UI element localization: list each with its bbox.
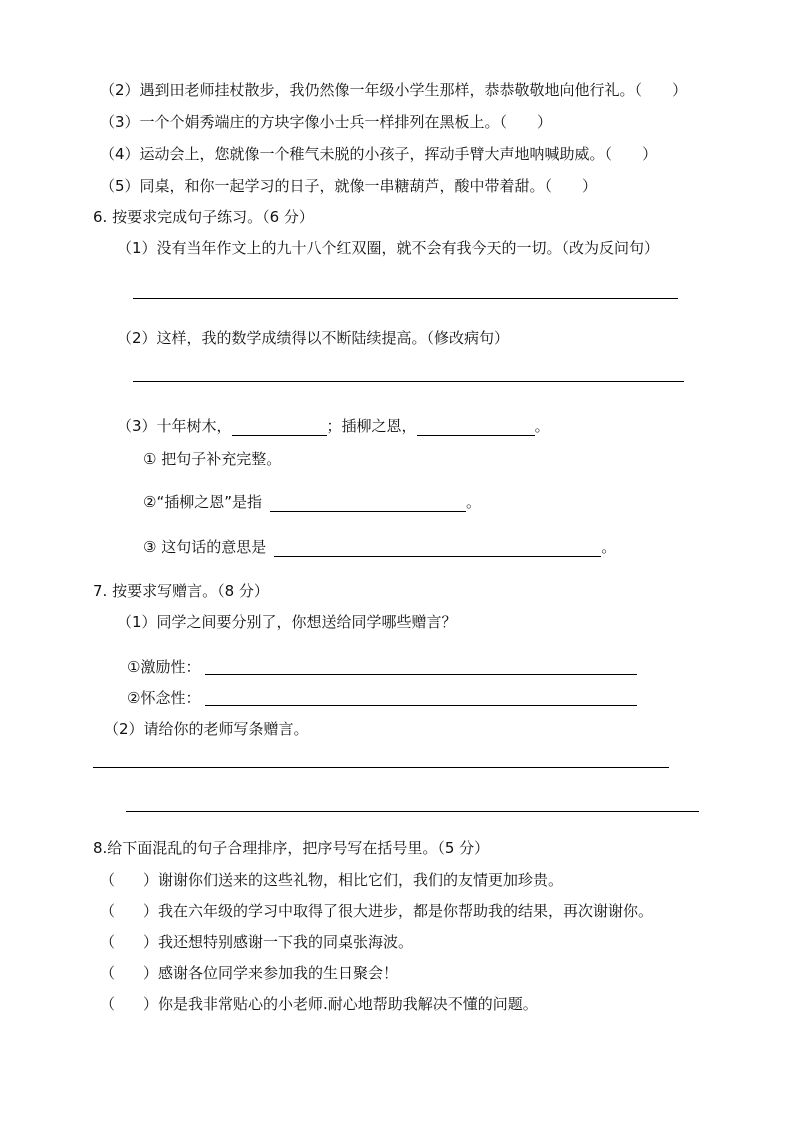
q6-part-1: （1）没有当年作文上的九十八个红双圈，就不会有我今天的一切。（改为反问句） xyxy=(117,239,660,257)
q8-title: 8.给下面混乱的句子合理排序，把序号写在括号里。（5 分） xyxy=(93,839,490,857)
q5-item-3: （3）一个个娟秀端庄的方块字像小士兵一样排列在黑板上。（ ） xyxy=(100,113,553,131)
q7-part-1: （1）同学之间要分别了，你想送给同学哪些赠言？ xyxy=(117,613,457,631)
q7-motivational-answer-line[interactable] xyxy=(205,674,637,675)
q7-nostalgic-label: ②怀念性： xyxy=(127,689,201,707)
q5-item-4-text: （4）运动会上，您就像一个稚气未脱的小孩子，挥动手臂大声地呐喊助威。（ xyxy=(100,145,613,163)
q6-part-3-blank-1[interactable] xyxy=(232,421,327,436)
q8-item: （ ）谢谢你们送来的这些礼物，相比它们，我们的友情更加珍贵。 xyxy=(100,871,564,889)
q8-item: （ ）你是我非常贴心的小老师.耐心地帮助我解决不懂的问题。 xyxy=(100,995,538,1013)
q6-sub-3-blank[interactable] xyxy=(274,541,601,557)
q6-part-3: （3）十年树木， ；插柳之恩， 。 xyxy=(117,417,550,435)
q7-motivational-label: ①激励性： xyxy=(127,658,201,676)
q8-item-text: 谢谢你们送来的这些礼物，相比它们，我们的友情更加珍贵。 xyxy=(158,871,564,889)
q5-item-2: （2）遇到田老师挂杖散步，我仍然像一年级小学生那样，恭恭敬敬地向他行礼。（ ） xyxy=(100,81,688,99)
q6-part-3-blank-2[interactable] xyxy=(417,421,535,436)
q5-item-4: （4）运动会上，您就像一个稚气未脱的小孩子，挥动手臂大声地呐喊助威。（ ） xyxy=(100,145,658,163)
q6-part-2-answer-line[interactable] xyxy=(133,381,684,382)
q6-sub-2: ②“插柳之恩”是指 。 xyxy=(143,493,482,511)
q6-part-2: （2）这样，我的数学成绩得以不断陆续提高。（修改病句） xyxy=(117,329,510,347)
q8-item: （ ）我在六年级的学习中取得了很大进步，都是你帮助我的结果，再次谢谢你。 xyxy=(100,902,654,920)
q8-item-text: 我还想特别感谢一下我的同桌张海波。 xyxy=(158,933,414,951)
q6-sub-3: ③ 这句话的意思是 。 xyxy=(143,538,617,556)
q5-item-5-text: （5）同桌，和你一起学习的日子，就像一串糖葫芦，酸中带着甜。（ xyxy=(100,177,553,195)
q7-part-2: （2）请给你的老师写条赠言。 xyxy=(104,720,309,738)
q7-part-2-answer-line-1[interactable] xyxy=(93,767,669,768)
q7-part-2-answer-line-2[interactable] xyxy=(126,811,699,812)
q7-title: 7. 按要求写赠言。（8 分） xyxy=(93,582,269,600)
q6-title: 6. 按要求完成句子练习。（6 分） xyxy=(93,208,314,226)
q5-item-3-text: （3）一个个娟秀端庄的方块字像小士兵一样排列在黑板上。（ xyxy=(100,113,508,131)
q5-item-2-text: （2）遇到田老师挂杖散步，我仍然像一年级小学生那样，恭恭敬敬地向他行礼。（ xyxy=(100,81,643,99)
q7-nostalgic-answer-line[interactable] xyxy=(205,705,637,706)
q5-item-5: （5）同桌，和你一起学习的日子，就像一串糖葫芦，酸中带着甜。（ ） xyxy=(100,177,598,195)
q6-sub-2-blank[interactable] xyxy=(270,497,466,512)
q6-sub-1: ① 把句子补充完整。 xyxy=(143,450,282,468)
q8-item: （ ）感谢各位同学来参加我的生日聚会！ xyxy=(100,964,399,982)
q8-item-text: 感谢各位同学来参加我的生日聚会！ xyxy=(158,964,399,982)
q8-item-text: 你是我非常贴心的小老师.耐心地帮助我解决不懂的问题。 xyxy=(158,995,538,1013)
q6-part-1-answer-line[interactable] xyxy=(133,298,678,299)
q8-item-text: 我在六年级的学习中取得了很大进步，都是你帮助我的结果，再次谢谢你。 xyxy=(158,902,654,920)
q8-item: （ ）我还想特别感谢一下我的同桌张海波。 xyxy=(100,933,414,951)
